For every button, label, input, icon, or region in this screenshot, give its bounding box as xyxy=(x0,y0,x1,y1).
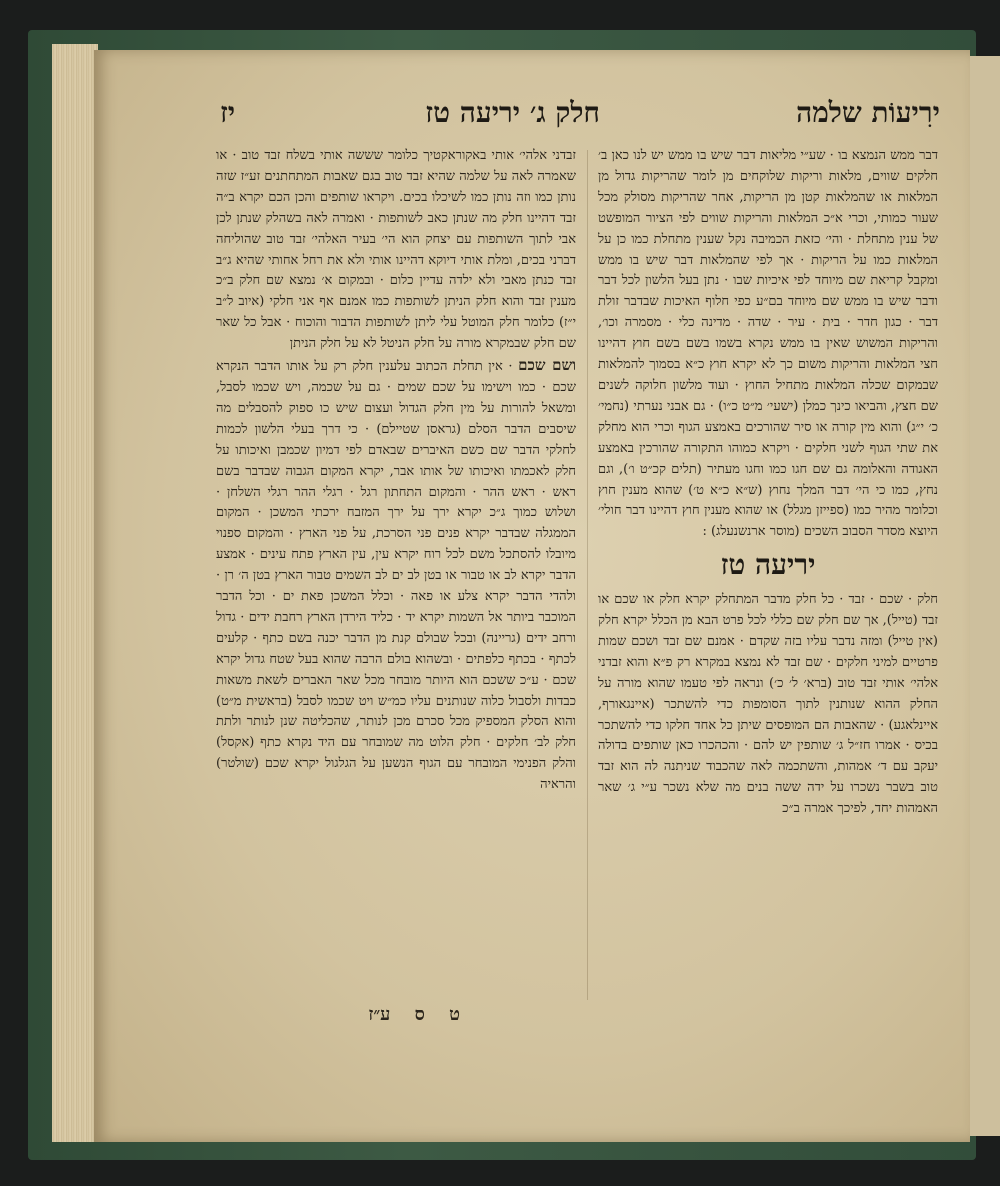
chapter-heading: יריעה טז xyxy=(720,548,816,582)
facing-page-edge xyxy=(968,56,1000,1136)
left-column-paragraph: · אין תחלת הכתוב עלענין חלק רק על אותו הדבר הנקרא שכם · כמו וישימו על שכם שמים · גם על שכמה, ויש שכמו לסבל, ומשאל להורות על מין חלק הגדול ועצום שיש כו ספוק להסבלים מה שיסבים הדבר הסלם (גראסן שטיילם) · כי דרך בעלי הלשון לכמות לחלקי הדבר שם כשם האיברים שבאדם לפי דמיון שכמבן ואיכותו על חלק לאכמתו ואיכותו של אותו אבר, יקרא המקום הגבוה שבדבר בשם ראש · ראש ההר · והמקום התחתון רגל · רגלי ההר רגלי השלחן · ושלוש כמוך ג״כ יקרא ירך על ירך המזבח ירכתי המשכן · המקום הממגלה שבדבר יקרא פנים פני הסרכת, על פני הארץ · והמקום ספנוי מיובלו להסתכל משם לכל רוח יקרא עין, עין הארץ פתח עינים · אמצע הדבר יקרא לב או טבור או בטן לב ים לב השמים טבור הארץ בטן ה׳ רן · ולהדי הדבר יקרא צלע או פאה · וכלל המשכן פאת ים · וכל הדבר המוכבר ביותר אל השמות יקרא יד · כליד הירדן הארץ רחבת ידים · גדול ורחב ידים (גריינה) ובכל שבולם קנת מן הדבר יכנה בשם כתף · קלעים לכתף · בכתף כלפתים · ובשהוא בולם הרבה שהוא בעל שטח גדול יקרא שכם · ע״כ ששכם הוא היותר מובחר מכל שאר האברים לשאת משאות כבדות ולסבול כלוה שנותנים עליו כמ״ש ויט שכמו לסבל (בראשית מ״ט) והוא הסלק המספיק מכל סכרם מכן לנותר, שהכליטה שנן לנותר ולתת חלק לב׳ חלקים · חלק הלוט מה שמובחר עם היד נקרא כתף (אקסל) והלק הפנימי המובחר עם הגוף הנשען על הגלגול יקרא שכם (שולטר) והראיה xyxy=(216,359,576,793)
page-edges xyxy=(52,44,98,1142)
column-divider xyxy=(587,150,588,1000)
page-number: יז xyxy=(220,96,236,129)
signature-mark: ט ס ע״ז xyxy=(368,1004,460,1025)
left-column xyxy=(216,146,576,1026)
right-column xyxy=(598,146,938,1000)
running-header xyxy=(220,96,940,142)
term-heading: ושם שכם xyxy=(518,356,576,375)
right-column-paragraph: דבר ממש הנמצא בו · שע״י מליאות דבר שיש בו ממש יש לנו כאן ב׳ חלקים שווים, מלאות וריקות שלוקחים מן לומר שהריקות גדול מן המלאות או שהמלאות קטן מן הריקות, אחר שהריקות מסולק מכל שעור כמותי, וכרי א״כ המלאות והריקות שווים לפי הציור המופשט של ענין מתחלת · והי׳ כזאת הכמיבה נקל שענין מתחלת כמו כן על המלאות כמו על הריקות · אך לפי שהמלאות דבר שיש בו ממש ומקבל קריאת שם מיוחד לפי איכיות שבו · נתן בעל הלשון לכל דבר ודבר שיש בו ממש שם מיוחד בם״ע כפי חלוף האיכות שבדבר זולת דבר · כגון חדר · בית · עיר · שדה · מדינה כלי · מסמרה וכו׳, והריקות המשוש שאין בו ממש נקרא בשמו בשם בשם חוץ דהיינו חצי המלאות והריקות משום כך לא יקרא חוץ כ״א בסמוך להמלאות שבמקום שכלה המלאות מתחיל החוץ · ועוד מלשון חלוקה לשנים שם חצץ, והביאו כינך כמלן (ישעי׳ מ״ט כ״ו) · גם אבני נערתי (נחמי׳ כ׳ י״ג) והוא מין קורה או סיר שהורכים באמצע הגוף וכרי הוא מחלק את שתי הגוף לשני חלקים · ויקרא כמוהו התקורה שהורכין באמצע האגודה והאלומה גם שם חגו כמו וחגו מעתיר (תלים קכ״ט ו׳), וגם נחץ, כמו כי הי׳ דבר המלך נחוץ (ש״א כ״א ט׳) שהוא מענין חוץ וכלומר מהיר כמו (ספייזן מגלל) או שהוא מענין חוץ דהיינו דבר חולי׳ היוצא מסדר הסבוב השכים (מוסר ארנשנעלג) : xyxy=(598,148,938,540)
right-column-paragraph: חלק · שכם · זבד · כל חלק מדבר המתחלק יקרא חלק או שכם או זבד (טייל), אך שם חלק שם כללי לכל פרט הבא מן הכלל יקרא חלק (אין טייל) ומזה נדבר עליו בזה שקדם · אמנם שם זבד ושכם שמות פרטיים למיני חלקים · שם זבד לא נמצא במקרא רק פ״א והוא זבדני אלהי׳ אותי זבד טוב (ברא׳ ל׳ כ׳) ונראה לפי טעמו שהוא מורה על החלק ההוא שנותנין לתוך הסומפות כדי להשתכר (איינגאורף, איינלאגע) · שהאבות הם המופסים שיתן כל אחד חלקו כדי להשתכר בכיס · אמרו חז״ל ג׳ שותפין יש להם · והכהכרו כאן שותפים בדולה יעקב עם ד׳ אמהות, והשתכמה לאה שהכבוד שניתנה לה הוא זבד טוב בשבר נשכרו על ידה ששה בנים מה שלא נשכר ע״י ג׳ שאר האמהות יחד, לפיכך אמרה ב״כ xyxy=(598,592,938,817)
header-book-title: ירִיעוֹת שלמה xyxy=(796,96,940,129)
left-column-paragraph: זבדני אלהי׳ אותי באקוראקטיך כלומר שששה אותי בשלח זבד טוב · או שאמרה לאה על שלמה שהיא זבד טוב בגם שאבות המתחתנים זע״ז שזה נותן כמו וזה נותן כמו לשיכלו בכים. ויקראו שותפים והכן הכם יקרא ב״ה זבד דהיינו חלק מה שנתן כאב לשותפות · ואמרה לאה בשהלק שנתן לכן אבי לתוך השותפות עם יצחק הוא הי׳ בעיר האלהי׳ זבד טוב שהוליחה דברני בכים, ומלת אותי דיוקא דהיינו אותי ולא את רחל אחותי שהיא ג״ב זבד כנתן מאבי ולא ילדה עדיין כלום · ובמקום א׳ נמצא שם חלק ב״כ מענין זבד והוא חלק הניתן לשותפות כמו אמנם אף אני חלקי (איוב ל״ב י״ז) כלומר חלק המוטל עלי ליתן לשותפות הדבור והוכוח · אבל כל שאר שם חלק שבמקרא מורה על חלק הניטל לא על חלק הניתן xyxy=(216,148,576,352)
header-section: חלק ג׳ יריעה טז xyxy=(425,96,600,129)
